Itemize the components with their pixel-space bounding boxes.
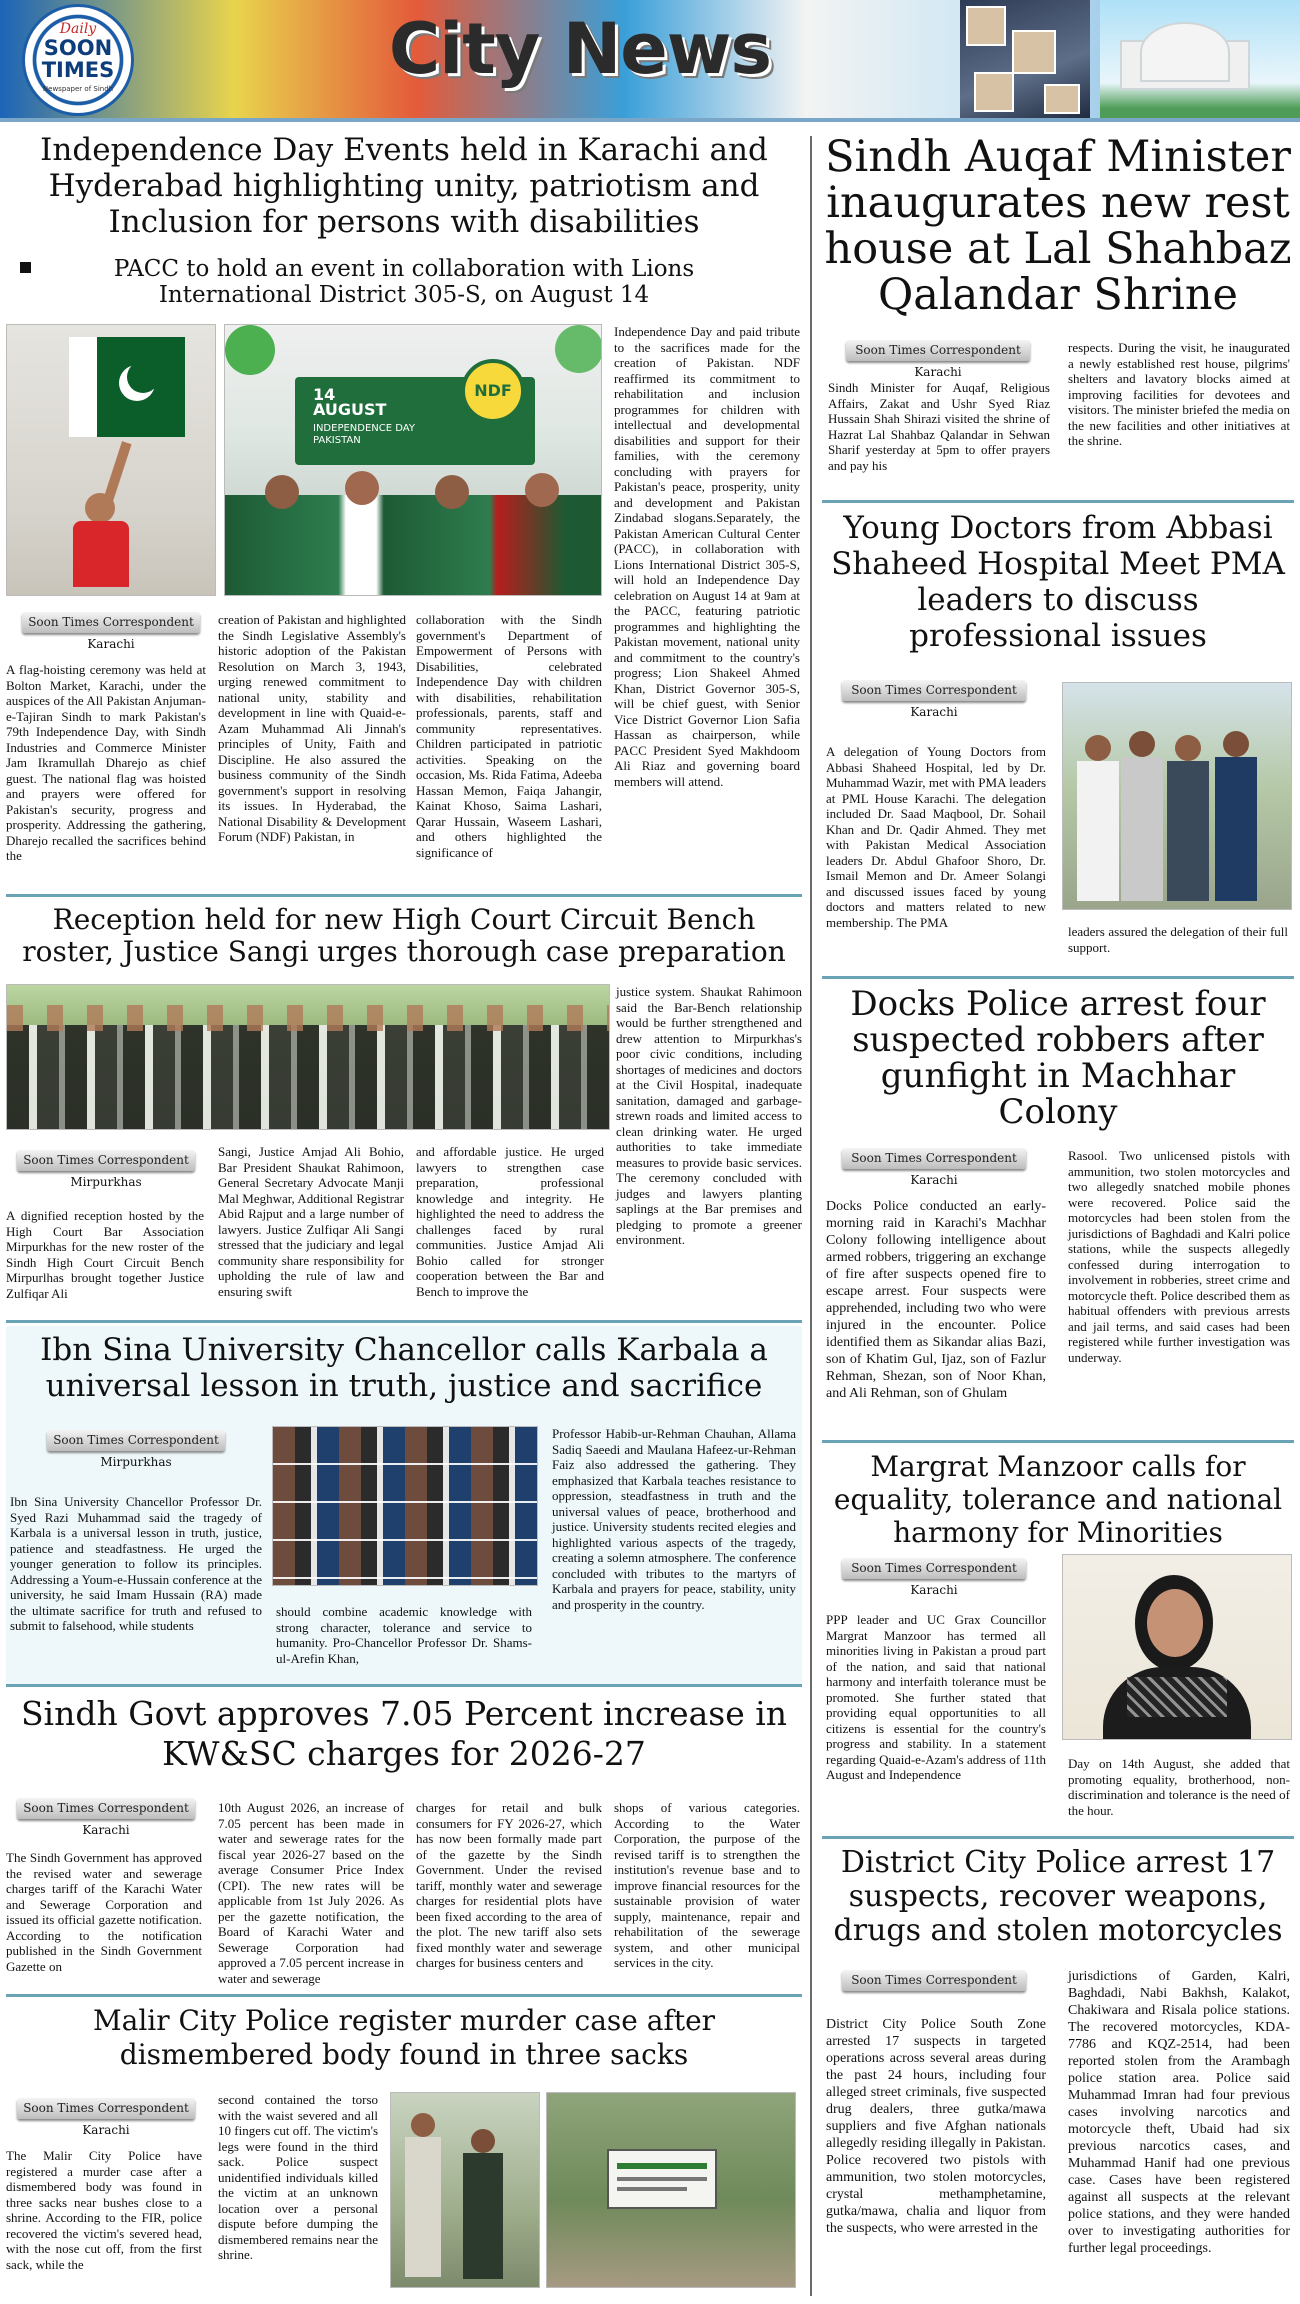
article-young-doctors <box>822 506 1294 976</box>
logo-name-1: SOON <box>43 36 113 60</box>
banner-text: INDEPENDENCE DAY PAKISTAN <box>313 423 415 446</box>
dateline-place: Mirpurkhas <box>100 1455 172 1469</box>
headline: Margrat Manzoor calls for equality, tolerance and national harmony for Minorities <box>833 1450 1283 1549</box>
byline-tab: Soon Times Correspondent <box>842 1148 1026 1169</box>
byline-tab: Soon Times Correspondent <box>17 2098 195 2119</box>
byline <box>822 1148 1046 1187</box>
body-col-1: The Malir City Police have registered a murder case after a dismembered body was found in three sacks near bushes close to a shrine. According to the FIR, police recovered the victim's severed head, with the nose cut off, from the first sack, while the <box>6 2148 202 2272</box>
headline: Independence Day Events held in Karachi and Hyderabad highlighting unity, patriotism and Inclusion for persons with disabilities <box>40 132 768 240</box>
separator <box>6 894 802 897</box>
byline-tab: Soon Times Correspondent <box>846 340 1030 361</box>
headline: Young Doctors from Abbasi Shaheed Hospital Meet PMA leaders to discuss professional issues <box>831 510 1285 654</box>
photo-police-officers <box>390 2092 540 2288</box>
dateline-place: Karachi <box>914 365 962 379</box>
byline-tab: Soon Times Correspondent <box>17 1150 195 1171</box>
byline-tab: Soon Times Correspondent <box>17 1798 195 1819</box>
body-col-1: District City Police South Zone arrested 17 suspects in targeted operations across several areas during the past 24 hours, including four alleged street criminals, five suspected drug dealers, three gutka/mawa suppliers and five Afghan nationals allegedly residing illegally in Pakistan. Police recovered two pistols with ammunition, two stolen motorcycles, crystal methamphetamine, gutka/mawa, chalia and liquor from the suspects, who were arrested in the <box>826 2017 1046 2236</box>
column-rule <box>810 136 812 2296</box>
body-col-1: PPP leader and UC Grax Councillor Margrat Manzoor has termed all minorities living in Pakistan a proud part of the nation, and said that national harmony and interfaith tolerance must be promoted. She further stated that providing equal opportunities to all citizens is essential for the country's progress and stability. In a statement regarding Quaid-e-Azam's address of 11th August and Independence <box>826 1612 1046 1782</box>
separator <box>822 976 1294 979</box>
body-col-2: Rasool. Two unlicensed pistols with ammunition, two stolen motorcycles and two allegedly snatched mobile phones were recovered. Police said the motorcycles had been stolen from the jurisdictions of Baghdadi and Kalri police stations, while the suspects allegedly confessed during interrogation to involvement in robberies, street crime and motorcycle theft. Police described them as habitual offenders with previous arrests and jail terms, and said cases had been registered while further investigation was underway. <box>1068 1148 1290 1365</box>
logo-name-2: TIMES <box>41 58 115 82</box>
photo-judges-planting <box>6 984 610 1130</box>
body-col-1: Sindh Minister for Auqaf, Religious Affairs, Zakat and Ushr Syed Riaz Hussain Shah Shirazi visited the shrine of Hazrat Lal Shahbaz Qalandar in Sehwan Sharif yesterday at 5pm to offer prayers and pay his <box>828 380 1050 473</box>
byline <box>36 1430 236 1469</box>
body-col-2: Day on 14th August, she added that promoting equality, brotherhood, non-discrimination and tolerance is the need of the hour. <box>1068 1756 1290 1818</box>
dateline-place: Karachi <box>82 1823 130 1837</box>
body-col-2: Sangi, Justice Amjad Ali Bohio, Bar President Shaukat Rahimoon, General Secretary Advocate Manji Mal Meghwar, Additional Registrar Abid Rajput and a large number of lawyers. Justice Zulfiqar Ali Sangi stressed that the judiciary and legal community share responsibility for upholding the rule of law and ensuring swift <box>218 1144 404 1299</box>
body-col-1: Docks Police conducted an early-morning raid in Karachi's Machhar Colony following intelligence about armed robbers, triggering an exchange of fire after suspects opened fire to escape arrest. Four suspects were apprehended, including two who were injured in the encounter. Police identified them as Sikandar alias Bazi, son of Khatim Gul, Ijaz, son of Fazlur Rehman, Shezan, son of Noor Khan, and Ali Rehman, son of Ghulam <box>826 1199 1046 1401</box>
body-col-1: A flag-hoisting ceremony was held at Bolton Market, Karachi, under the auspices of the All Pakistan Anjuman-e-Tajiran Sindh to mark Pakistan's 79th Independence Day, with Sindh Industries and Commerce Minister Jam Ikramullah Dharejo as chief guest. The national flag was hoisted and prayers were offered for Pakistan's security, progress and prosperity. Addressing the gathering, Dharejo recalled the sacrifices behind the <box>6 662 206 863</box>
dateline-place: Mirpurkhas <box>70 1175 142 1189</box>
headline: Docks Police arrest four suspected robbers after gunfight in Machhar Colony <box>850 984 1266 1132</box>
byline-tab: Soon Times Correspondent <box>842 680 1026 701</box>
dateline-place: Karachi <box>82 2123 130 2137</box>
subheadline <box>6 256 802 308</box>
body-col-2: second contained the torso with the waist severed and all 10 fingers cut off. The victim's legs were found in the third sack. Police suspect unidentified individuals killed the victim at an unknown location over a personal dispute before dumping the dismembered remains near the shrine. <box>218 2092 378 2262</box>
body-col-2: 10th August 2026, an increase of 7.05 percent has been made in water and sewerage rates for the fiscal year 2026-27 based on the average Consumer Price Index (CPI). The new rates will be applicable from 1st July 2026. As per the gazette notification, the Board of Karachi Water and Sewerage Corporation had approved a 7.05 percent increase in water and sewerage <box>218 1800 404 1986</box>
page-title: City News <box>388 8 772 90</box>
body-col-4: shops of various categories. According to the Water Corporation, the purpose of the revised tariff is to strengthen the institution's revenue base and to improve financial resources for the sustainable provision of water supply, maintenance, repair and rehabilitation of the sewerage system, and other municipal services in the city. <box>614 1800 800 1970</box>
article-ibn-sina <box>6 1326 802 1684</box>
article-district-city-police <box>822 1842 1294 2302</box>
article-malir-murder <box>6 2000 802 2300</box>
body-col-3: Professor Habib-ur-Rehman Chauhan, Allama Sadiq Saeedi and Maulana Hafeez-ur-Rehman Faiz also addressed the gathering. They emphasized that Karbala teaches resistance to oppression, steadfastness in truth and the universal values of peace, brotherhood and justice. University students recited elegies and highlighted various aspects of the tragedy, creating a solemn atmosphere. The conference concluded with tributes to the martyrs of Karbala and prayers for peace, stability, unity and prosperity in the country. <box>552 1426 796 1612</box>
separator <box>6 1994 802 1997</box>
body-col-3: collaboration with the Sindh government's Department of Empowerment of Persons with Disabilities, celebrated Independence Day with children with disabilities, rehabilitation professionals, parents, staff and community representatives. Children participated in patriotic activities. Speaking on the occasion, Ms. Rida Fatima, Adeeba Hassan Memon, Faiqa Jahangir, Kainat Khoso, Saima Lashari, Qarar Hussain, Waseem Lashari, and others highlighted the significance of <box>416 612 602 860</box>
byline <box>822 1970 1046 1991</box>
bullet-icon <box>20 262 31 273</box>
body-col-1: A dignified reception hosted by the High Court Bar Association Mirpurkhas for the new roster of the Sindh High Court Circuit Bench Mirpurlhas brought together Justice Zulfiqar Ali <box>6 1208 204 1301</box>
body-col-2: leaders assured the delegation of their full support. <box>1068 924 1288 955</box>
photo-crime-scene <box>546 2092 796 2288</box>
byline <box>6 1150 206 1189</box>
body-col-1: A delegation of Young Doctors from Abbasi Shaheed Hospital, led by Dr. Muhammad Wazir, met with PMA leaders at PML House Karachi. The delegation included Dr. Saad Maqbool, Dr. Sohail Khan and Dr. Qadir Ahmed. They met with Pakistan Medical Association leaders Dr. Abdul Ghafoor Shoro, Dr. Ismail Memon and Dr. Ameer Solangi and discussed issues faced by young doctors and matters related to new membership. The PMA <box>826 744 1046 930</box>
body-col-2: should combine academic knowledge with strong character, tolerance and service to humanity. Pro-Chancellor Professor Dr. Shams-ul-Arefin Khan, <box>276 1604 532 1666</box>
dateline-place: Karachi <box>87 637 135 651</box>
body-col-2: respects. During the visit, he inaugurated a newly established rest house, pilgrims' shelters and lavatory blocks aimed at improving facilities for devotees and visitors. The minister briefed the media on the new facilities and other initiatives at the shrine. <box>1068 340 1290 448</box>
body-col-1: Ibn Sina University Chancellor Professor Dr. Syed Razi Muhammad said the tragedy of Karbala is a universal lesson in truth, justice, patience and steadfastness. He urged the younger generation to follow its principles. Addressing a Youm-e-Hussain conference at the university, he said Imam Hussain (RA) made the ultimate sacrifice for truth and refused to submit to falsehood, while students <box>10 1494 262 1633</box>
body-col-4: Independence Day and paid tribute to the sacrifices made for the creation of Pakistan. NDF reaffirmed its commitment to rehabilitation and inclusion programmes for children with intellectual and developmental disabilities and support for their families, with the ceremony concluding with prayers for Pakistan's peace, prosperity, unity and development and Pakistan Zindabad slogans.Separately, the Pakistan American Cultural Center (PACC), in collaboration with Lions International District 305-S, will hold an Independence Day celebration on August 14 at 9am at the PACC, featuring patriotic programmes and highlighting the Pakistan movement, national unity and commitment to the country's progress; Lion Shakeel Ahmed Khan, District Governor 305-S, will be chief guest, with Senior Vice District Governor Lion Safia Hassan as chairperson, while PACC President Syed Makhdoom Ali Riaz and governing board members will attend. <box>614 324 800 789</box>
separator <box>6 1320 802 1323</box>
headline: District City Police arrest 17 suspects, recover weapons, drugs and stolen motorcycles <box>833 1845 1283 1948</box>
headline: Reception held for new High Court Circuit Bench roster, Justice Sangi urges thorough case preparation <box>22 903 786 968</box>
logo-daily: Daily <box>59 21 97 37</box>
photo-doctors-group <box>1062 682 1292 910</box>
byline <box>826 340 1050 379</box>
article-auqaf-minister <box>822 128 1294 500</box>
dateline-place: Karachi <box>910 1173 958 1187</box>
body-col-4: justice system. Shaukat Rahimoon said the Bar-Bench relationship would be further strengthened and drew attention to Mirpurkhas's poor civic conditions, including shortages of medicines and doctors at the Civil Hospital, inadequate sanitation, damaged and garbage-strewn roads and limited access to clean drinking water. He urged authorities to take immediate measures to provide basic services. The ceremony concluded with judges and lawyers planting saplings at the Bar premises and pledging to promote a greener environment. <box>616 984 802 1247</box>
masthead-photo-collage <box>960 0 1090 118</box>
separator <box>822 500 1294 503</box>
dateline-place: Karachi <box>910 705 958 719</box>
masthead-photo-mausoleum <box>1100 0 1300 118</box>
headline: Sindh Govt approves 7.05 Percent increase in KW&SC charges for 2026-27 <box>20 1694 788 1773</box>
article-kwsc-tariff <box>6 1690 802 1994</box>
subheadline-text: PACC to hold an event in collaboration with Lions International District 305-S, on August 14 <box>113 256 695 308</box>
headline: Malir City Police register murder case after dismembered body found in three sacks <box>92 2004 716 2071</box>
body-col-3: and affordable justice. He urged lawyers to strengthen case preparation, professional knowledge and integrity. He highlighted the need to address the challenges faced by rural communities. Justice Amjad Ali Bohio called for stronger cooperation between the Bar and Bench to improve the <box>416 1144 604 1299</box>
byline-tab: Soon Times Correspondent <box>22 612 200 633</box>
newspaper-logo <box>22 4 134 116</box>
byline-tab: Soon Times Correspondent <box>842 1558 1026 1579</box>
photo-ndf-celebration <box>224 324 602 596</box>
byline-tab: Soon Times Correspondent <box>842 1970 1026 1991</box>
article-margrat-manzoor <box>822 1446 1294 1836</box>
banner-date: 14 AUGUST <box>313 385 387 419</box>
dateline-place: Karachi <box>910 1583 958 1597</box>
ndf-logo: NDF <box>461 359 525 423</box>
separator <box>822 1440 1294 1443</box>
photo-conference-collage <box>272 1426 538 1586</box>
byline <box>6 2098 206 2137</box>
body-col-1: The Sindh Government has approved the revised water and sewerage charges tariff of the Karachi Water and Sewerage Corporation and issued its official gazette notification. According to the notification published in the Sindh Government Gazette on <box>6 1850 202 1974</box>
article-high-court <box>6 900 802 1320</box>
body-col-2: creation of Pakistan and highlighted the Sindh Legislative Assembly's historic adoption of the Pakistan Resolution on March 3, 1943, urging renewed commitment to national unity, stability and development in line with Quaid-e-Azam Muhammad Ali Jinnah's principles of Unity, Faith and Discipline. He also assured the business community of the Sindh government's support in resolving its issues. In Hyderabad, the National Disability & Development Forum (NDF) Pakistan, in <box>218 612 406 844</box>
masthead <box>0 0 1300 122</box>
byline <box>822 680 1046 719</box>
photo-margrat-manzoor <box>1062 1554 1292 1740</box>
headline: Ibn Sina University Chancellor calls Karbala a universal lesson in truth, justice and sacrifice <box>40 1332 768 1404</box>
headline: Sindh Auqaf Minister inaugurates new rest house at Lal Shahbaz Qalandar Shrine <box>824 132 1292 320</box>
byline <box>6 1798 206 1837</box>
logo-tagline: Newspaper of Sindh <box>42 85 114 93</box>
body-col-2: jurisdictions of Garden, Kalri, Baghdadi, Nabi Bakhsh, Kalakot, Chakiwara and Risala police stations. The recovered motorcycles, KDA-7786 and KQZ-2514, had been reported stolen from the Arambagh police station area. Police said Muhammad Imran had four previous cases involving narcotics and motorcycle theft, Ubaid had six previous narcotics cases, and Muhammad Hanif had one previous case. Cases have been registered against all suspects at the relevant police stations, and they were handed over to investigating authorities for further legal proceedings. <box>1068 1969 1290 2256</box>
separator <box>822 1836 1294 1839</box>
body-col-3: charges for retail and bulk consumers for FY 2026-27, which has now been formally made part of the gazette by the Sindh Government. Under the revised tariff, monthly water and sewerage charges for residential plots have been fixed according to the area of the plot. The new tariff also sets fixed monthly water and sewerage charges for business centers and <box>416 1800 602 1970</box>
byline <box>822 1558 1046 1597</box>
separator <box>6 1684 802 1687</box>
article-independence-day <box>6 128 802 894</box>
byline <box>6 612 216 651</box>
byline-tab: Soon Times Correspondent <box>47 1430 225 1451</box>
article-docks-police <box>822 982 1294 1440</box>
photo-boy-with-flag <box>6 324 216 596</box>
